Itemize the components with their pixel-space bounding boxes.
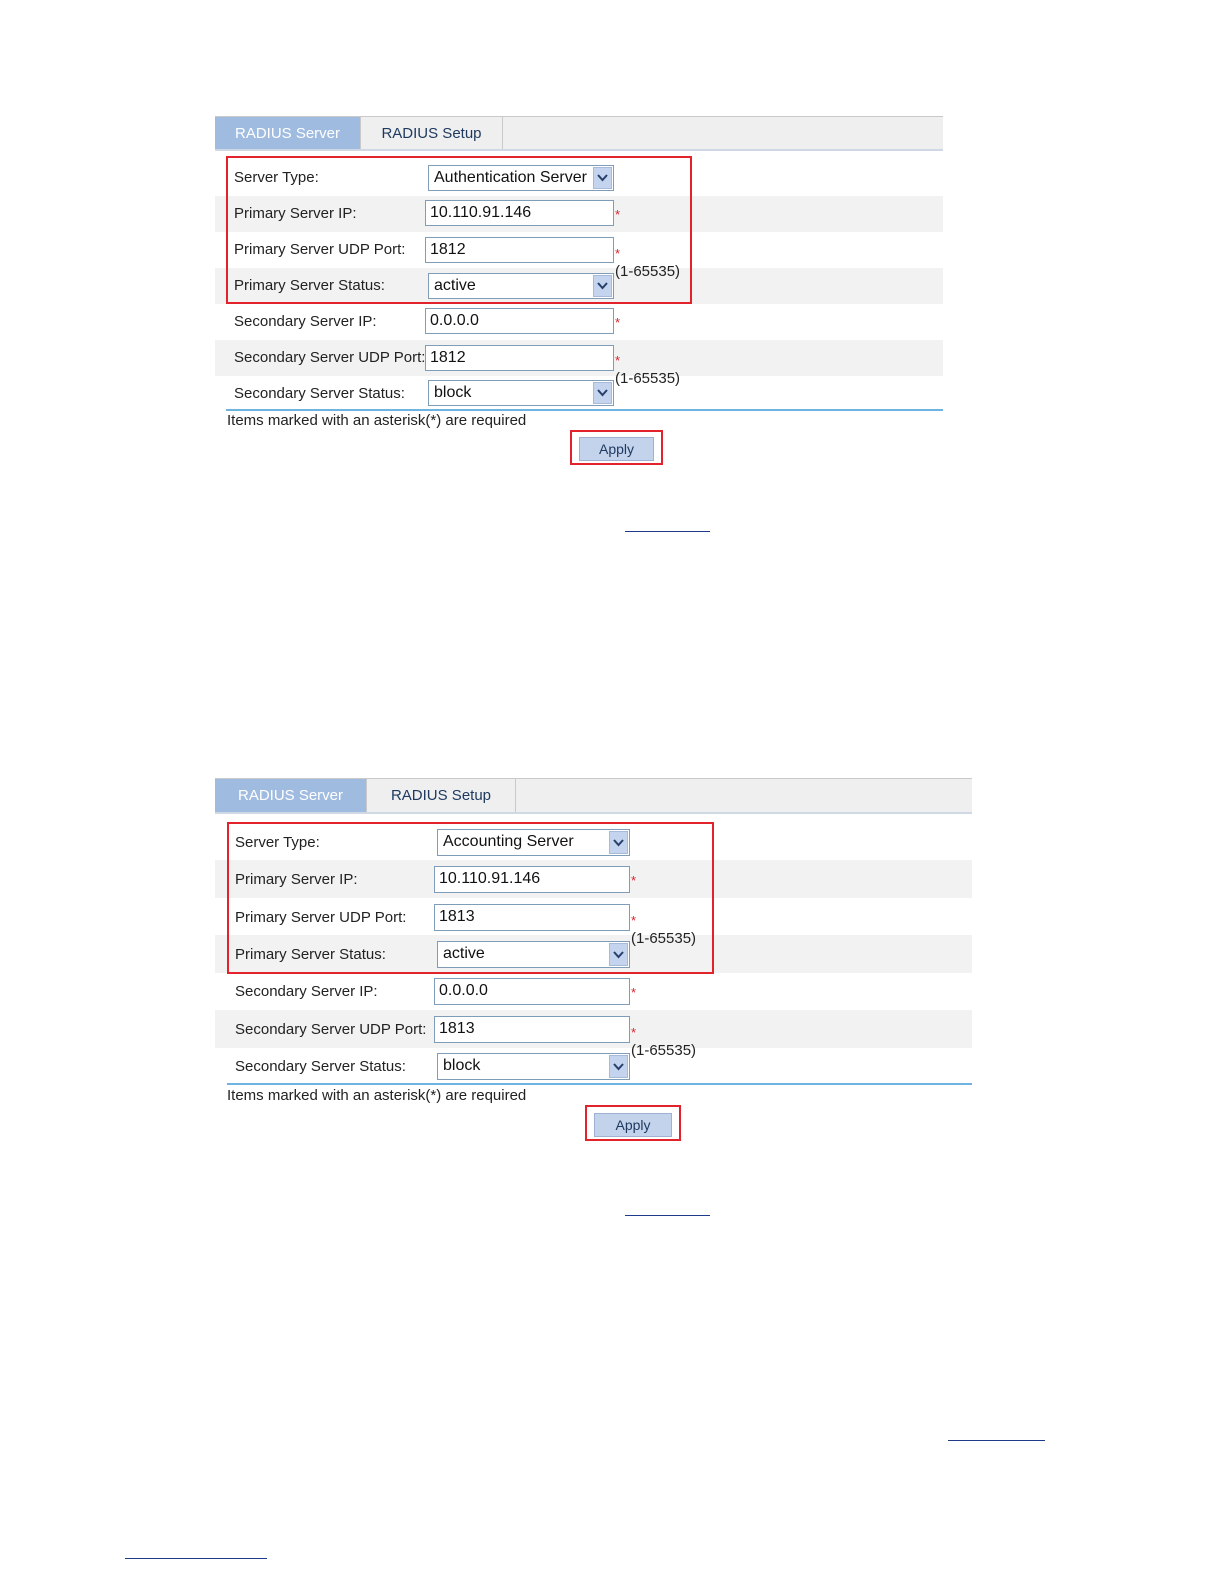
secondary-server-udp-port-input[interactable]: 1813 bbox=[434, 1016, 630, 1043]
cross-reference-link[interactable] bbox=[625, 531, 710, 532]
primary-server-ip-input[interactable]: 10.110.91.146 bbox=[434, 866, 630, 893]
tab-radius-setup[interactable]: RADIUS Setup bbox=[367, 779, 516, 812]
server-type-value: Accounting Server bbox=[443, 833, 574, 850]
server-type-label: Server Type: bbox=[235, 834, 320, 851]
cross-reference-link[interactable] bbox=[948, 1440, 1045, 1441]
primary-server-ip-input[interactable]: 10.110.91.146 bbox=[425, 200, 614, 226]
port-range-hint bbox=[615, 352, 680, 388]
secondary-server-status-value: block bbox=[434, 384, 472, 401]
required-mark: * bbox=[631, 985, 637, 1000]
secondary-server-status-select[interactable] bbox=[437, 1053, 630, 1080]
server-type-value: Authentication Server bbox=[434, 169, 587, 186]
chevron-down-icon bbox=[593, 382, 612, 404]
required-mark: * bbox=[631, 913, 637, 928]
secondary-server-ip-input[interactable]: 0.0.0.0 bbox=[425, 308, 614, 334]
apply-button[interactable]: Apply bbox=[579, 437, 654, 461]
port-range-text: (1-65535) bbox=[615, 370, 681, 387]
primary-server-status-label: Primary Server Status: bbox=[234, 277, 385, 294]
primary-server-udp-port-input[interactable]: 1813 bbox=[434, 904, 630, 931]
server-type-label: Server Type: bbox=[234, 169, 319, 186]
tab-bar bbox=[215, 116, 943, 151]
highlight-box bbox=[227, 822, 714, 974]
required-mark: * bbox=[615, 353, 621, 368]
required-mark: * bbox=[631, 873, 637, 888]
primary-server-udp-port-label: Primary Server UDP Port: bbox=[235, 909, 407, 926]
highlight-box bbox=[585, 1105, 681, 1141]
separator-line bbox=[227, 1083, 972, 1085]
required-mark: * bbox=[615, 315, 621, 330]
tab-bar bbox=[215, 778, 972, 814]
port-range-text: (1-65535) bbox=[615, 263, 681, 280]
separator-line bbox=[226, 409, 943, 411]
cross-reference-link[interactable] bbox=[625, 1215, 710, 1216]
required-note: Items marked with an asterisk(*) are required bbox=[227, 412, 527, 429]
highlight-box bbox=[226, 156, 692, 304]
secondary-server-status-value: block bbox=[443, 1057, 481, 1074]
primary-server-ip-label: Primary Server IP: bbox=[235, 871, 358, 888]
secondary-server-ip-label: Secondary Server IP: bbox=[234, 313, 377, 330]
tab-radius-server[interactable]: RADIUS Server bbox=[215, 779, 367, 812]
secondary-server-status-label: Secondary Server Status: bbox=[235, 1058, 406, 1075]
port-range-text: (1-65535) bbox=[631, 930, 697, 947]
primary-server-udp-port-input[interactable]: 1812 bbox=[425, 237, 614, 263]
chevron-down-icon bbox=[609, 1055, 628, 1078]
cross-reference-link[interactable] bbox=[125, 1558, 267, 1559]
secondary-server-status-label: Secondary Server Status: bbox=[234, 385, 405, 402]
secondary-server-status-select[interactable] bbox=[428, 380, 614, 406]
required-mark: * bbox=[615, 246, 621, 261]
secondary-server-udp-port-label: Secondary Server UDP Port: bbox=[235, 1021, 427, 1038]
primary-server-ip-label: Primary Server IP: bbox=[234, 205, 357, 222]
primary-server-status-label: Primary Server Status: bbox=[235, 946, 386, 963]
required-note: Items marked with an asterisk(*) are required bbox=[227, 1087, 527, 1104]
primary-server-status-value: active bbox=[443, 945, 485, 962]
required-mark: * bbox=[631, 1025, 637, 1040]
secondary-server-ip-label: Secondary Server IP: bbox=[235, 983, 378, 1000]
tab-radius-server[interactable]: RADIUS Server bbox=[215, 117, 361, 149]
secondary-server-udp-port-input[interactable]: 1812 bbox=[425, 345, 614, 371]
secondary-server-ip-input[interactable]: 0.0.0.0 bbox=[434, 978, 630, 1005]
secondary-server-udp-port-label: Secondary Server UDP Port: bbox=[234, 349, 426, 366]
primary-server-status-value: active bbox=[434, 277, 476, 294]
required-mark: * bbox=[615, 207, 621, 222]
tab-radius-setup[interactable]: RADIUS Setup bbox=[361, 117, 503, 149]
highlight-box bbox=[570, 430, 663, 465]
apply-button[interactable]: Apply bbox=[594, 1113, 672, 1137]
port-range-hint bbox=[631, 1024, 696, 1060]
port-range-text: (1-65535) bbox=[631, 1042, 697, 1059]
primary-server-udp-port-label: Primary Server UDP Port: bbox=[234, 241, 406, 258]
